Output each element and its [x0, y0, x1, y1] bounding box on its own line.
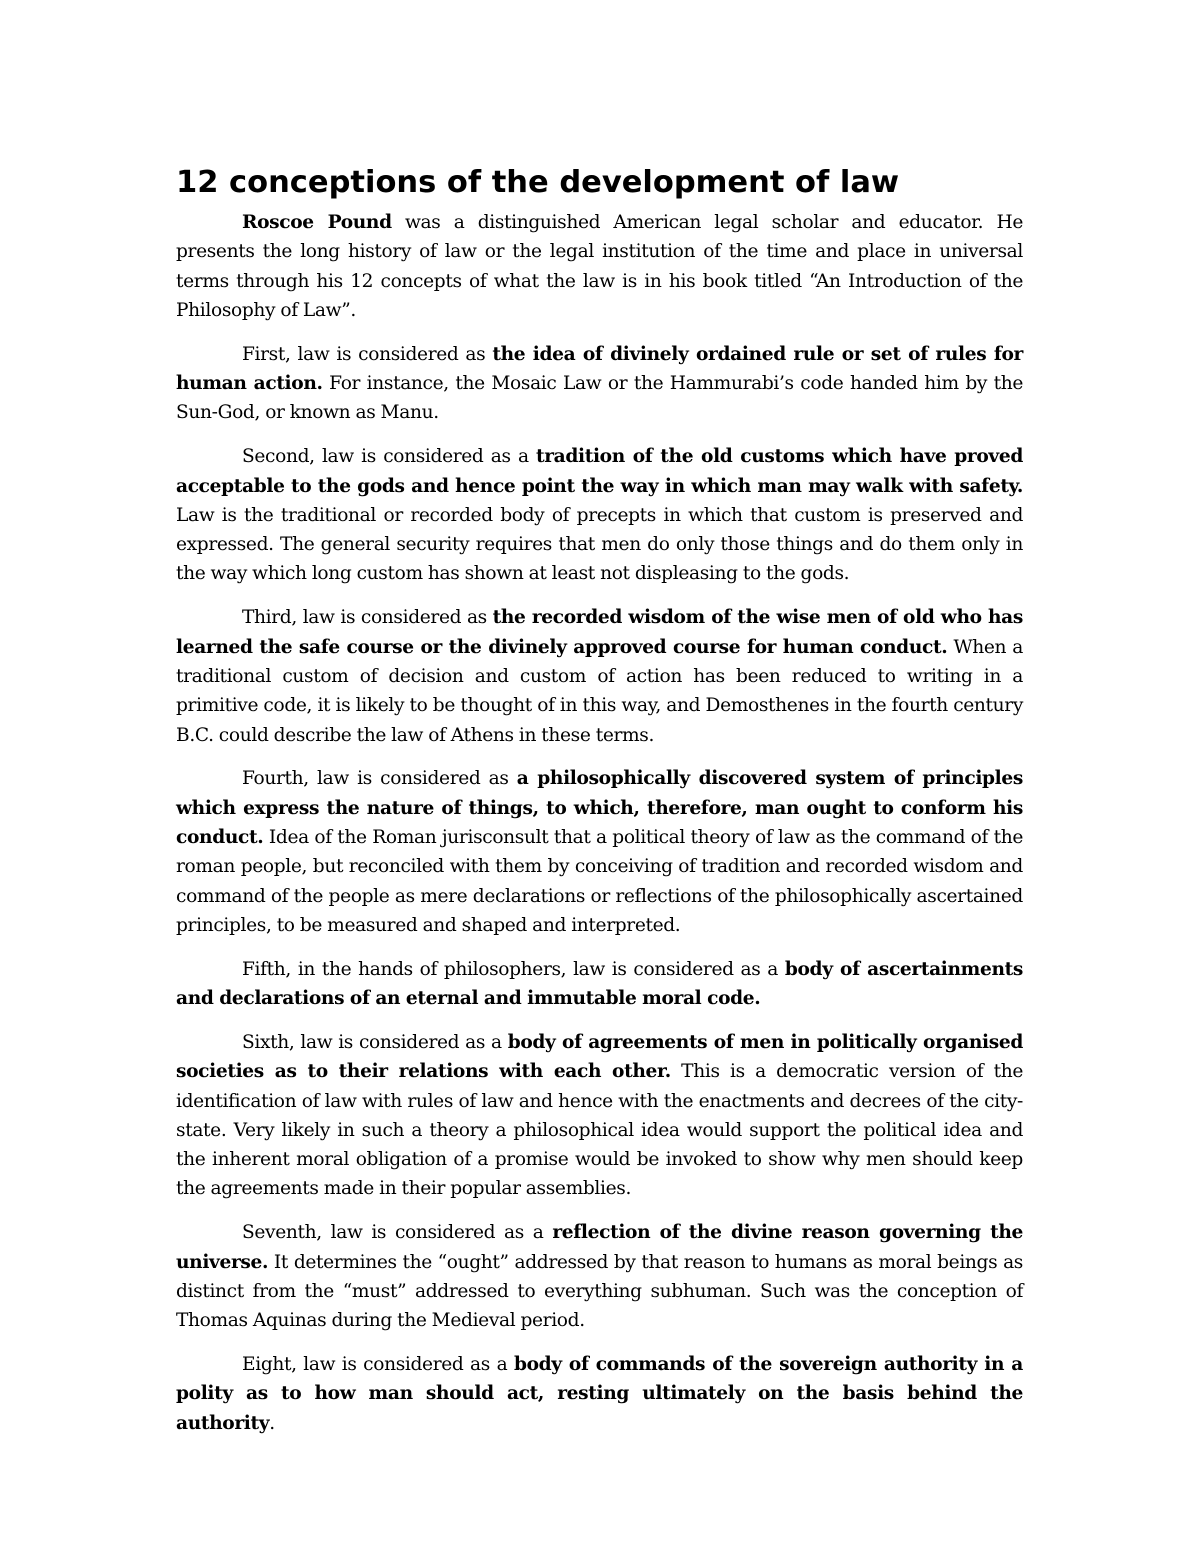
- paragraph-rest: Idea of the Roman jurisconsult that a political theory of law as the command of the roman people, but reconciled with them by conceiving of tradition and recorded wisdom and command of the people as mere declarations or reflections of the philosophically ascertained principles, to be measured and shaped and interpreted.: [176, 827, 1023, 936]
- paragraph-lead: Fifth, in the hands of philosophers, law is considered as a: [242, 958, 785, 980]
- paragraph-lead: Eight, law is considered as a: [242, 1354, 514, 1376]
- author-name: Roscoe Pound: [242, 212, 392, 233]
- paragraph-bold: body of ascertainments and declarations of an eternal and immutable moral code.: [176, 958, 1023, 1010]
- paragraph-lead: Fourth, law is considered as: [242, 768, 517, 790]
- paragraph-rest: For instance, the Mosaic Law or the Hammurabi’s code handed him by the Sun-God, or known as Manu.: [176, 373, 1024, 424]
- paragraph-third: [176, 603, 1023, 749]
- paragraph-bold: body of agreements of men in politically organised societies as to their relations with each other.: [176, 1031, 1023, 1083]
- paragraph-lead: Sixth, law is considered as a: [242, 1031, 508, 1053]
- paragraph-fourth: [176, 764, 1023, 940]
- paragraph-rest: .: [269, 1412, 275, 1434]
- document-title: 12 conceptions of the development of law: [176, 165, 900, 200]
- paragraph-lead: First, law is considered as: [242, 343, 493, 365]
- paragraph-rest: It determines the “ought” addressed by that reason to humans as moral beings as distinct from the “must” addressed to everything subhuman. Such was the conception of Thomas Aquinas during the Medieval period.: [176, 1251, 1023, 1332]
- paragraph-rest: This is a democratic version of the identification of law with rules of law and hence with the enactments and decrees of the city-state. Very likely in such a theory a philosophical idea would support the political idea and the inherent moral obligation of a promise would be invoked to show why men should keep the agreements made in their popular assemblies.: [176, 1061, 1023, 1200]
- paragraph-rest: When a traditional custom of decision and custom of action has been reduced to writing in a primitive code, it is likely to be thought of in this way, and Demosthenes in the fourth century B.C. could describe the law of Athens in these terms.: [176, 636, 1023, 746]
- paragraph-bold: the idea of divinely ordained rule or set of rules for human action.: [176, 343, 1023, 395]
- paragraph-second: [176, 442, 1023, 588]
- paragraph-fifth: [176, 955, 1023, 1014]
- document-page: [176, 160, 1023, 1453]
- paragraph-lead: Seventh, law is considered as a: [242, 1222, 553, 1244]
- paragraph-bold: reflection of the divine reason governing the universe.: [176, 1222, 1023, 1273]
- paragraph-bold: tradition of the old customs which have proved acceptable to the gods and hence point the way in which man may walk with safety.: [176, 446, 1023, 497]
- paragraph-bold: the recorded wisdom of the wise men of old who has learned the safe course or the divinely approved course for human conduct.: [176, 607, 1023, 658]
- paragraph-lead: Second, law is considered as a: [242, 446, 536, 468]
- paragraph-rest: Law is the traditional or recorded body of precepts in which that custom is preserved and expressed. The general security requires that men do only those things and do them only in the way which long custom has shown at least not displeasing to the gods.: [176, 504, 1023, 585]
- paragraph-bold: a philosophically discovered system of principles which express the nature of things, to which, therefore, man ought to conform his conduct.: [176, 768, 1023, 849]
- paragraph-bold: body of commands of the sovereign authority in a polity as to how man should act, resting ultimately on the basis behind the authority: [176, 1354, 1024, 1434]
- paragraph-sixth: [176, 1028, 1023, 1204]
- paragraph-seventh: [176, 1218, 1023, 1335]
- intro-text: was a distinguished American legal scholar and educator. He presents the long history of law or the legal institution of the time and place in universal terms through his 12 concepts of what the law is in his book titled “An Introduction of the Philosophy of Law”.: [176, 212, 1023, 321]
- paragraph-first: [176, 340, 1023, 428]
- paragraph-lead: Third, law is considered as: [242, 607, 493, 629]
- intro-paragraph: [176, 208, 1023, 325]
- paragraph-eighth: [176, 1350, 1023, 1438]
